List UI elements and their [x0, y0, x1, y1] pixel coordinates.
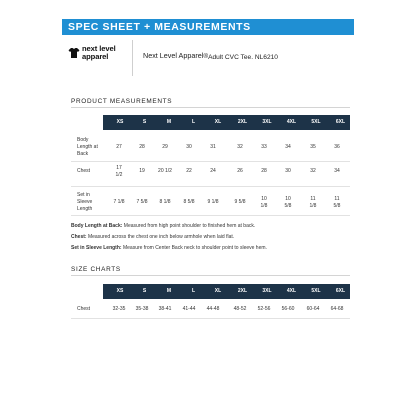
product-measurements-title: PRODUCT MEASUREMENTS — [71, 98, 173, 105]
spec-sheet-banner — [62, 19, 354, 35]
section-rule — [71, 107, 350, 108]
product-subtitle: Adult CVC Tee. NL6210 — [208, 54, 278, 61]
table-cell: 33 — [261, 144, 267, 150]
tshirt-icon — [68, 47, 80, 59]
table-cell: 11 1/8 — [309, 195, 317, 209]
note-chest — [71, 234, 234, 240]
table-cell: 30 — [285, 168, 291, 174]
table-cell: 11 5/8 — [333, 195, 341, 209]
size-header-2xl: 2XL — [237, 119, 248, 125]
table-cell: 28 — [139, 144, 145, 150]
size-header-5xl: 5XL — [311, 119, 321, 125]
table-cell: 20 1/2 — [158, 168, 172, 174]
brand-logo — [68, 44, 132, 76]
measurements-header-row — [103, 115, 350, 130]
table-cell: 29 — [162, 144, 168, 150]
table-cell: 31 — [210, 144, 216, 150]
note-text: Measure from Center Back neck to shoulder point to sleeve hem. — [121, 245, 267, 251]
table-cell: 36 — [334, 144, 340, 150]
product-title — [143, 51, 278, 60]
note-text: Measured from high point shoulder to finished hem at back. — [122, 223, 256, 229]
row-divider — [71, 215, 350, 216]
table-cell: 44-48 — [206, 306, 220, 312]
table-cell: 8 5/8 — [183, 199, 195, 205]
product-name: Next Level Apparel — [143, 51, 204, 60]
size-header-4xl: 4XL — [286, 119, 297, 125]
row-divider — [71, 161, 350, 162]
size-header-3xl: 3XL — [262, 288, 272, 294]
size-header-s: S — [142, 119, 147, 125]
table-cell: 34 — [334, 168, 340, 174]
size-header-l: L — [191, 119, 196, 125]
table-cell: 7 5/8 — [136, 199, 148, 205]
size-header-l: L — [191, 288, 196, 294]
table-cell: 32 — [237, 144, 243, 150]
size-header-6xl: 6XL — [335, 288, 346, 294]
note-term: Chest: — [71, 234, 87, 240]
row-divider — [71, 186, 350, 187]
size-header-m: M — [166, 288, 172, 294]
size-header-xs: XS — [116, 119, 124, 125]
size-header-2xl: 2XL — [237, 288, 248, 294]
registered-mark: ® — [203, 53, 209, 60]
table-cell: 9 1/8 — [207, 199, 219, 205]
brand-divider — [132, 40, 133, 76]
size-header-6xl: 6XL — [335, 119, 346, 125]
table-cell: 28 — [261, 168, 267, 174]
table-cell: 35-38 — [135, 306, 149, 312]
note-term: Set in Sleeve Length: — [71, 245, 122, 251]
size-header-xs: XS — [116, 288, 124, 294]
logo-wordmark: next level apparel — [82, 44, 116, 61]
table-cell: 60-64 — [306, 306, 320, 312]
table-cell: 26 — [237, 168, 243, 174]
size-charts-title: SIZE CHARTS — [71, 266, 121, 273]
table-cell: 30 — [186, 144, 192, 150]
table-cell: 7 1/8 — [113, 199, 125, 205]
table-cell: 41-44 — [182, 306, 196, 312]
table-cell: 24 — [210, 168, 216, 174]
note-sleeve — [71, 245, 267, 251]
table-cell: 52-56 — [257, 306, 271, 312]
table-cell: 19 — [139, 168, 145, 174]
table-cell: 32-35 — [112, 306, 126, 312]
size-header-xl: XL — [214, 288, 222, 294]
note-body-length — [71, 223, 255, 229]
table-cell: 8 1/8 — [159, 199, 171, 205]
table-cell: 32 — [310, 168, 316, 174]
section-rule — [71, 275, 350, 276]
table-cell: 38-41 — [158, 306, 172, 312]
table-cell: 9 5/8 — [234, 199, 246, 205]
row-label: Chest — [77, 306, 91, 312]
row-label: Body Length at Back — [77, 137, 98, 157]
table-cell: 10 1/8 — [260, 195, 268, 209]
table-cell: 35 — [310, 144, 316, 150]
table-cell: 56-60 — [281, 306, 295, 312]
table-cell: 64-68 — [330, 306, 344, 312]
row-label: Set in Sleeve Length — [77, 192, 93, 212]
table-cell: 22 — [186, 168, 192, 174]
size-header-xl: XL — [214, 119, 222, 125]
table-cell: 48-52 — [233, 306, 247, 312]
table-cell: 27 — [116, 144, 122, 150]
size-chart-header-row — [103, 284, 350, 299]
row-divider — [71, 318, 350, 319]
table-cell: 34 — [285, 144, 291, 150]
table-cell: 17 1/2 — [115, 164, 123, 178]
table-cell: 10 5/8 — [284, 195, 292, 209]
note-term: Body Length at Back: — [71, 223, 123, 229]
banner-title: SPEC SHEET + MEASUREMENTS — [68, 21, 251, 33]
size-header-4xl: 4XL — [286, 288, 297, 294]
size-header-s: S — [142, 288, 147, 294]
note-text: Measured across the chest one inch below armhole when laid flat. — [86, 234, 235, 240]
size-header-3xl: 3XL — [262, 119, 272, 125]
size-header-5xl: 5XL — [311, 288, 321, 294]
row-label: Chest — [77, 168, 91, 174]
size-header-m: M — [166, 119, 172, 125]
